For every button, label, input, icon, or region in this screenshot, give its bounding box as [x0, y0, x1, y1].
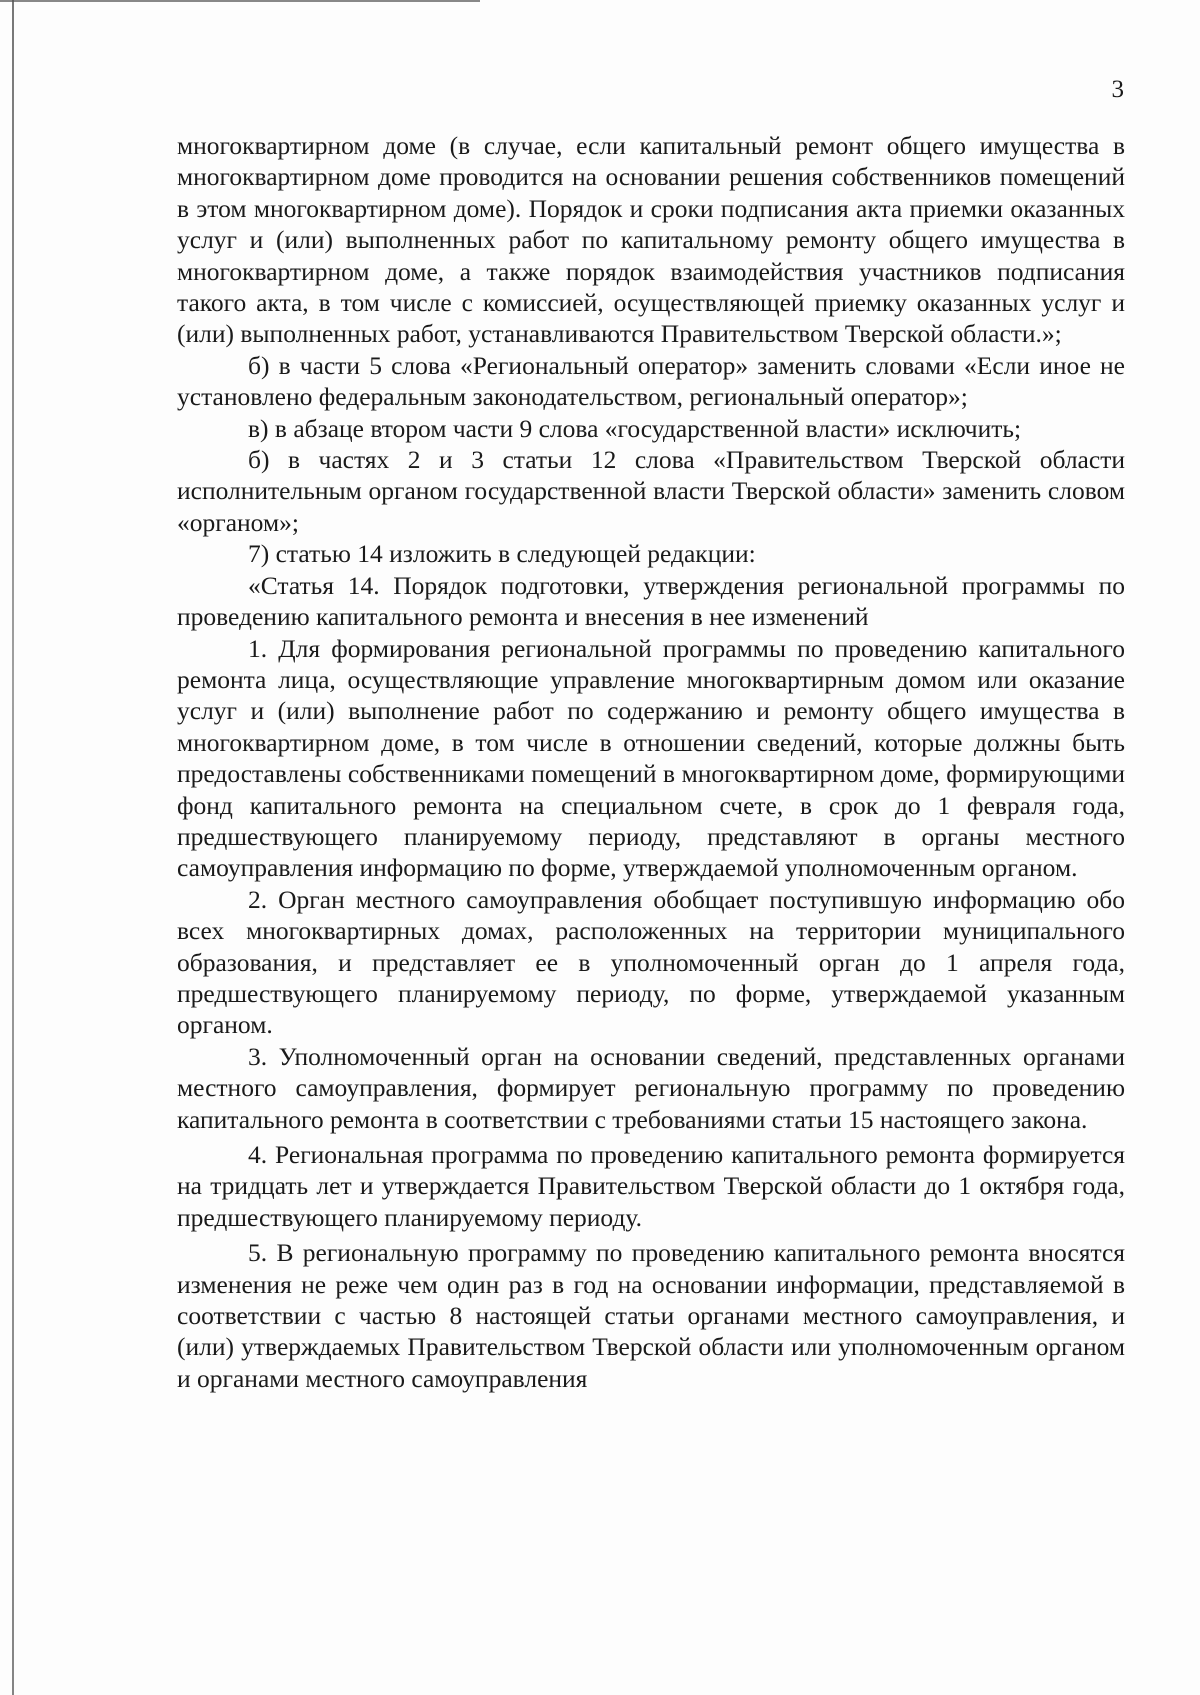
article-14-part-2: 2. Орган местного самоуправления обобщает поступившую информацию обо всех многоквартирных домах, расположенных на территории муниципального образования, и представляет ее в уполномоченный орган до 1 апреля года, предшествующего планируемому периоду, по форме, утверждаемой указанным органом.	[177, 884, 1125, 1040]
paragraph-continuation: многоквартирном доме (в случае, если капитальный ремонт общего имущества в многоквартирном доме проводится на основании решения собственников помещений в этом многоквартирном доме). Порядок и сроки подписания акта приемки оказанных услуг и (или) выполненных работ по капитальному ремонту общего имущества в многоквартирном доме, а также порядок взаимодействия участников подписания такого акта, в том числе с комиссией, осуществляющей приемку оказанных услуг и (или) выполненных работ, устанавливаются Правительством Тверской области.»;	[177, 131, 1125, 349]
paragraph-item-b-article12: б) в частях 2 и 3 статьи 12 слова «Правительством Тверской области исполнительным органом государственной власти Тверской области» заменить словом «органом»;	[177, 445, 1125, 537]
scan-top-edge	[0, 0, 480, 2]
article-14-part-3: 3. Уполномоченный орган на основании сведений, представленных органами местного самоуправления, формирует региональную программу по проведению капитального ремонта в соответствии с требованиями статьи 15 настоящего закона.	[177, 1041, 1125, 1134]
paragraph-item-v-part9: в) в абзаце втором части 9 слова «государственной власти» исключить;	[248, 413, 1022, 443]
article-14-part-1: 1. Для формирования региональной программы по проведению капитального ремонта лица, осуществляющие управление многоквартирным домом или оказание услуг и (или) выполнение работ по содержанию и ремонту общего имущества в многоквартирном доме, в том числе в отношении сведений, которые должны быть предоставлены собственниками помещений в многоквартирном доме, формирующими фонд капитального ремонта на специальном счете, в срок до 1 февраля года, предшествующего планируемому периоду, представляют в органы местного самоуправления информацию по форме, утверждаемой уполномоченным органом.	[177, 633, 1125, 883]
article-14-part-4: 4. Региональная программа по проведению капитального ремонта формируется на тридцать лет и утверждается Правительством Тверской области до 1 октября года, предшествующего планируемому периоду.	[177, 1140, 1125, 1232]
page-number: 3	[1111, 76, 1124, 103]
paragraph-item-7: 7) статью 14 изложить в следующей редакции:	[248, 539, 756, 569]
paragraph-item-b-part5: б) в части 5 слова «Региональный оператор» заменить словами «Если иное не установлено федеральным законодательством, региональный оператор»;	[177, 350, 1125, 412]
article-14-heading: «Статья 14. Порядок подготовки, утверждения региональной программы по проведению капитального ремонта и внесения в нее изменений	[177, 570, 1125, 632]
document-body	[177, 130, 1125, 1394]
article-14-part-5: 5. В региональную программу по проведению капитального ремонта вносятся изменения не реже чем один раз в год на основании информации, представляемой в соответствии с частью 8 настоящей статьи органами местного самоуправления, и (или) утверждаемых Правительством Тверской области или уполномоченным органом и органами местного самоуправления	[177, 1238, 1125, 1393]
scan-edge-shadow	[12, 0, 14, 1695]
